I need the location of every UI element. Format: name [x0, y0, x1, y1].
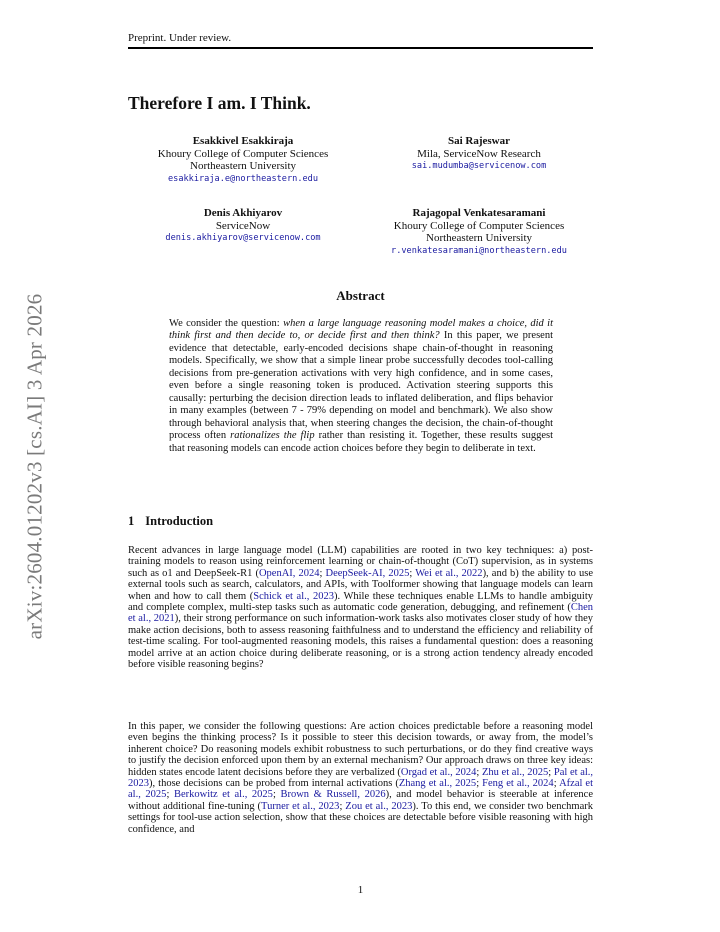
- citation-link[interactable]: Orgad et al., 2024: [400, 766, 477, 778]
- author-block: [128, 207, 358, 245]
- section-number: 1: [128, 514, 135, 528]
- paper-title: Therefore I am. I Think.: [128, 93, 311, 113]
- text-run: ). To this end, we consider two benchmark settings for tool-use action selection, show that these choices are detectable before visible reasoning with high confidence, and: [128, 800, 593, 835]
- citation-link[interactable]: Afzal et al., 2025: [128, 778, 594, 801]
- text-run: ;: [476, 766, 482, 778]
- arxiv-sidebar-stamp: [7, 268, 63, 664]
- author-affiliation: ServiceNow: [215, 219, 271, 232]
- author-affiliation: Northeastern University: [190, 160, 296, 172]
- section-heading: [128, 514, 213, 529]
- body-paragraph: [128, 721, 593, 835]
- text-run: ;: [166, 789, 174, 801]
- author-block: [365, 135, 593, 173]
- text-run: In this paper, we present evidence that detectable, early-encoded decisions shape chain-of-thought in reasoning models. Specifically, we show that a simple linear probe successfully decodes tool-calling decisions from pre-generation activations with very high confidence, and in some cases, even before a single reasoning token is produced. Activation steering supports this causally: perturbing the decision direction leads to inflated deliberation, and flips behavior in many examples (between 7 - 79% depending on model and benchmark). We also show through behavioral analysis that, when steering changes the decision, the chain-of-thought process often: [169, 330, 553, 442]
- citation-link[interactable]: Zhang et al., 2025: [398, 778, 477, 790]
- citation-link[interactable]: Chen et al., 2021: [128, 602, 593, 625]
- text-run: Recent advances in large language model (LLM) capabilities are rooted in two key techniques: a) post-training models to reason using reinforcement learning or chain-of-thought (CoT) supervision, as in systems such as o1 and DeepSeek-R1 (: [128, 545, 593, 579]
- author-name: Sai Rajeswar: [447, 135, 511, 147]
- text-run: In this paper, we consider the following questions: Are action choices predictable before a reasoning model even begins the thinking process? Is it possible to steer this decision towards, or away from, the model’s inherent choice? Do reasoning models exhibit robustness to such perturbations, or do they find creative ways to justify the decision enforced upon them by an external mechanism? Our approach draws on three key ideas: hidden states encode latent decisions before they are verbalized (: [128, 721, 593, 778]
- text-run: ;: [409, 567, 416, 579]
- author-email[interactable]: sai.mudumba@servicenow.com: [411, 161, 547, 171]
- author-name: Rajagopal Venkatesaramani: [412, 207, 546, 219]
- text-run: ), their strong performance on such information-work tasks also motivates closer study of how they make action decisions, both to assess reasoning faithfulness and to understand the efficiency and reliability of test-time scaling. For tool-augmented reasoning models, this raises a fundamental question: does a reasoning model arrive at an action choice during deliberate reasoning, or is a strong action tendency already encoded before visible reasoning begins?: [128, 613, 594, 671]
- author-name: Esakkivel Esakkiraja: [192, 135, 294, 147]
- citation-link[interactable]: Berkowitz et al., 2025: [173, 789, 273, 801]
- author-email[interactable]: denis.akhiyarov@servicenow.com: [165, 233, 321, 243]
- page-number: 1: [357, 884, 364, 896]
- citation-link[interactable]: Pal et al., 2023: [128, 766, 594, 790]
- author-affiliation: Khoury College of Computer Sciences: [157, 147, 329, 160]
- abstract-body: [169, 318, 553, 455]
- text-run: ;: [272, 789, 281, 801]
- author-block: [128, 135, 358, 185]
- section-title: Introduction: [145, 514, 214, 528]
- citation-link[interactable]: OpenAI, 2024: [258, 567, 320, 579]
- text-run: ), and b) the ability to use external tools such as search, calculators, and APIs, with Toolformer showing that language models can learn when and how to call them (: [128, 567, 593, 602]
- text-run: ;: [476, 778, 483, 790]
- abstract-heading: Abstract: [336, 288, 385, 303]
- citation-link[interactable]: Schick et al., 2023: [253, 590, 334, 602]
- emphasized-text: rationalizes the flip: [230, 430, 315, 442]
- citation-link[interactable]: Feng et al., 2024: [482, 778, 554, 790]
- text-run: ), those decisions can be probed from internal activations (: [149, 778, 399, 790]
- author-email[interactable]: esakkiraja.e@northeastern.edu: [167, 173, 319, 184]
- citation-link[interactable]: Zou et al., 2023: [345, 800, 413, 812]
- text-run: rather than resisting it. Together, these results suggest that reasoning models can encode action choices before they begin to deliberate in text.: [169, 430, 553, 454]
- author-email[interactable]: r.venkatesaramani@northeastern.edu: [391, 245, 567, 256]
- body-paragraph: [128, 545, 593, 670]
- arxiv-identifier: arXiv:2604.01202v3 [cs.AI] 3 Apr 2026: [22, 293, 47, 639]
- citation-link[interactable]: Turner et al., 2023: [261, 800, 340, 812]
- text-run: ). While these techniques enable LLMs to handle ambiguity and complete complex, multi-step tasks such as automatic code generation, debugging, and refinement (: [128, 590, 594, 614]
- text-run: ;: [339, 800, 346, 812]
- author-name: Denis Akhiyarov: [203, 207, 283, 219]
- citation-link[interactable]: Zhu et al., 2025: [481, 766, 549, 778]
- emphasized-text: when a large language reasoning model makes a choice, did it think first and then decide to, or decide first and then think?: [169, 318, 553, 342]
- author-affiliation: Khoury College of Computer Sciences: [393, 219, 565, 232]
- text-run: ;: [553, 778, 560, 790]
- citation-link[interactable]: DeepSeek-AI, 2025: [325, 567, 410, 579]
- author-block: [365, 207, 593, 257]
- author-affiliation: Mila, ServiceNow Research: [417, 147, 541, 160]
- citation-link[interactable]: Wei et al., 2022: [415, 567, 483, 579]
- running-header: Preprint. Under review.: [128, 32, 593, 49]
- text-run: ;: [319, 567, 326, 579]
- text-run: ), and model behavior is steerable at inference without additional fine-tuning (: [128, 789, 594, 812]
- text-run: ;: [548, 766, 554, 778]
- text-run: We consider the question:: [169, 318, 284, 329]
- citation-link[interactable]: Brown & Russell, 2026: [280, 789, 386, 801]
- author-affiliation: Northeastern University: [426, 232, 532, 244]
